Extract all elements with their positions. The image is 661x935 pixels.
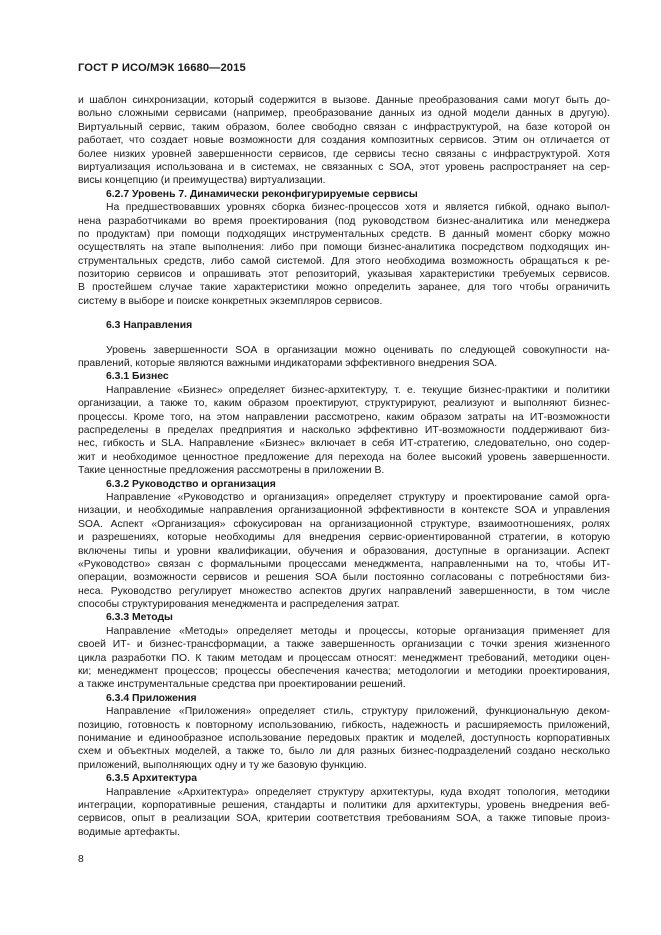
document-body	[78, 94, 610, 839]
text-line: распределены в пределах предприятия и насколько эффективно ИТ-возможности поддерживают биз-	[78, 424, 610, 436]
text-line: своей ИТ- и бизнес-трансформации, а также завершенность организации с точки зрения жизненного	[78, 639, 610, 651]
text-line: более низких уровней завершенности сервисов, где сервисы тесно связаны с инфраструктурой. Хотя	[78, 148, 610, 160]
page-number: 8	[78, 854, 84, 865]
section-heading: 6.3.4 Приложения	[106, 692, 197, 704]
text-line: правлений, которые являются важными индикаторами эффективного внедрения SOA.	[78, 358, 498, 370]
text-line: операции, возможности сервисов и решения SOA были постоянно согласованы с потребностями биз-	[78, 572, 610, 584]
text-line: «Руководство» связан с формальными процессами менеджмента, направленными на то, чтобы ИТ-	[78, 558, 610, 570]
text-line: вольно сложными сервисами (например, преобразование данных из одной модели данных в другую).	[78, 108, 610, 120]
paragraph-gap	[78, 333, 610, 344]
paragraph-gap	[78, 308, 610, 319]
text-line: приложений, выполняющих одну и ту же базовую функцию.	[78, 759, 367, 771]
text-line: Уровень завершенности SOA в организации можно оценивать по следующей совокупности на-	[106, 344, 610, 356]
text-line: низации, и необходимые направления организационной эффективности в контексте SOA и управления	[78, 505, 610, 517]
text-line: и шаблон синхронизации, который содержится в вызове. Данные преобразования сами могут быть до-	[78, 95, 610, 106]
text-line: и разрешениях, которые необходимы для внедрения сервис-ориентированной стратегии, в которую	[78, 532, 610, 544]
text-line: На предшествовавших уровнях сборка бизнес-процессов хотя и является гибкой, однако выпол-	[106, 202, 610, 214]
text-line: неса. Руководство регулирует множество аспектов других направлений завершенности, в том числе	[78, 585, 610, 597]
text-line: процессы. Кроме того, на этом направлении рассмотрено, каким образом затраты на ИТ-возможности	[78, 411, 610, 423]
text-line: В простейшем случае такие характеристики можно определить заранее, для того чтобы ограничить	[78, 282, 610, 294]
text-line: виртуализация использована и в системах, не связанных с SOA, этот уровень распространяет на сер-	[78, 161, 610, 173]
text-line: SOA. Аспект «Организация» сфокусирован на организационной структуре, взаимоотношениях, ролях	[78, 518, 610, 530]
text-line: висы концепцию (и преимущества) виртуализации.	[78, 175, 326, 187]
section-heading: 6.3.3 Методы	[106, 612, 173, 624]
document-header: ГОСТ Р ИСО/МЭК 16680—2015	[78, 62, 246, 74]
text-line: работает, что создает новые возможности для создания композитных сервисов. Этим он отличается от	[78, 135, 610, 147]
text-line: по продуктам) при помощи подходящих инструментальных средств. В данный момент сборку можно	[78, 228, 610, 240]
section-heading: 6.3.1 Бизнес	[106, 371, 169, 383]
text-line: ки; менеджмент процессов; процессы обеспечения качества; методологии и методики проектирования,	[78, 666, 610, 678]
section-heading: 6.3.2 Руководство и организация	[106, 478, 276, 490]
section-heading: 6.2.7 Уровень 7. Динамически реконфигурируемые сервисы	[106, 188, 418, 200]
text-line: Виртуальный сервис, таким образом, более свободно связан с инфраструктурой, на базе которой он	[78, 121, 610, 133]
text-line: Такие ценностные предложения рассмотрены в приложении В.	[78, 465, 385, 477]
text-line: схем и объектных моделей, а также то, было ли для разных бизнес-подразделений создано несколько	[78, 746, 610, 758]
text-line: нес, гибкость и SLA. Направление «Бизнес» включает в себя ИТ-стратегию, следовательно, оно содер-	[78, 438, 610, 450]
text-line: позиторию сервисов и опрашивать этот репозиторий, указывая характеристики требуемых сервисов.	[78, 269, 610, 281]
text-line: способы структурирования менеджмента и распределения затрат.	[78, 599, 400, 611]
text-line: Направление «Бизнес» определяет бизнес-архитектуру, т. е. текущие бизнес-практики и политики	[106, 384, 610, 396]
text-line: а также инструментальные средства при проектировании решений.	[78, 679, 406, 691]
text-line: цикла разработки ПО. К таким методам и процессам относят: менеджмент требований, методики оцен-	[78, 652, 610, 664]
section-heading: 6.3 Направления	[106, 320, 193, 332]
text-line: позицию, готовность к повторному использованию, гибкость, надежность и расширяемость приложений,	[78, 719, 610, 731]
text-line: организации, а также то, каким образом проектируют, структурируют, реализуют и выполняют бизнес-	[78, 398, 610, 410]
text-line: водимые артефакты.	[78, 826, 180, 838]
text-line: Направление «Приложения» определяет стиль, структуру приложений, функциональную деком-	[106, 706, 610, 718]
text-line: струментальных средств, либо самой системой. Для этого необходима возможность обращаться к ре-	[78, 255, 610, 267]
text-line: понимание и единообразное использование передовых практик и моделей, доступность корпоративных	[78, 732, 610, 744]
text-line: интеграции, корпоративные решения, стандарты и политики для архитектуры, уровень внедрения веб-	[78, 799, 610, 811]
text-line: Направление «Руководство и организация» определяет структуру и проектирование самой орга-	[106, 491, 610, 503]
text-line: жит и необходимое ценностное предложение для перехода на более высокий уровень завершенности.	[78, 451, 610, 463]
text-line: включены типы и уровни квалификации, обучения и образования, доступные в организации. Аспект	[78, 545, 610, 557]
text-line: нена разработчиками во время проектирования (под руководством бизнес-аналитика или менеджера	[78, 215, 610, 227]
section-heading: 6.3.5 Архитектура	[106, 773, 198, 785]
text-line: сервисов, опыт в реализации SOA, критерии соответствия требованиям SOA, а также типовые произ-	[78, 813, 610, 825]
text-line: осуществлять на этапе выполнения: либо при помощи бизнес-аналитика посредством подходящих ин-	[78, 242, 610, 254]
text-line: Направление «Методы» определяет методы и процессы, которые организация применяет для	[106, 625, 610, 637]
text-line: систему в выборе и поиске конкретных экземпляров сервисов.	[78, 295, 383, 307]
text-line: Направление «Архитектура» определяет структуру архитектуры, куда входят топология, методики	[106, 786, 610, 798]
